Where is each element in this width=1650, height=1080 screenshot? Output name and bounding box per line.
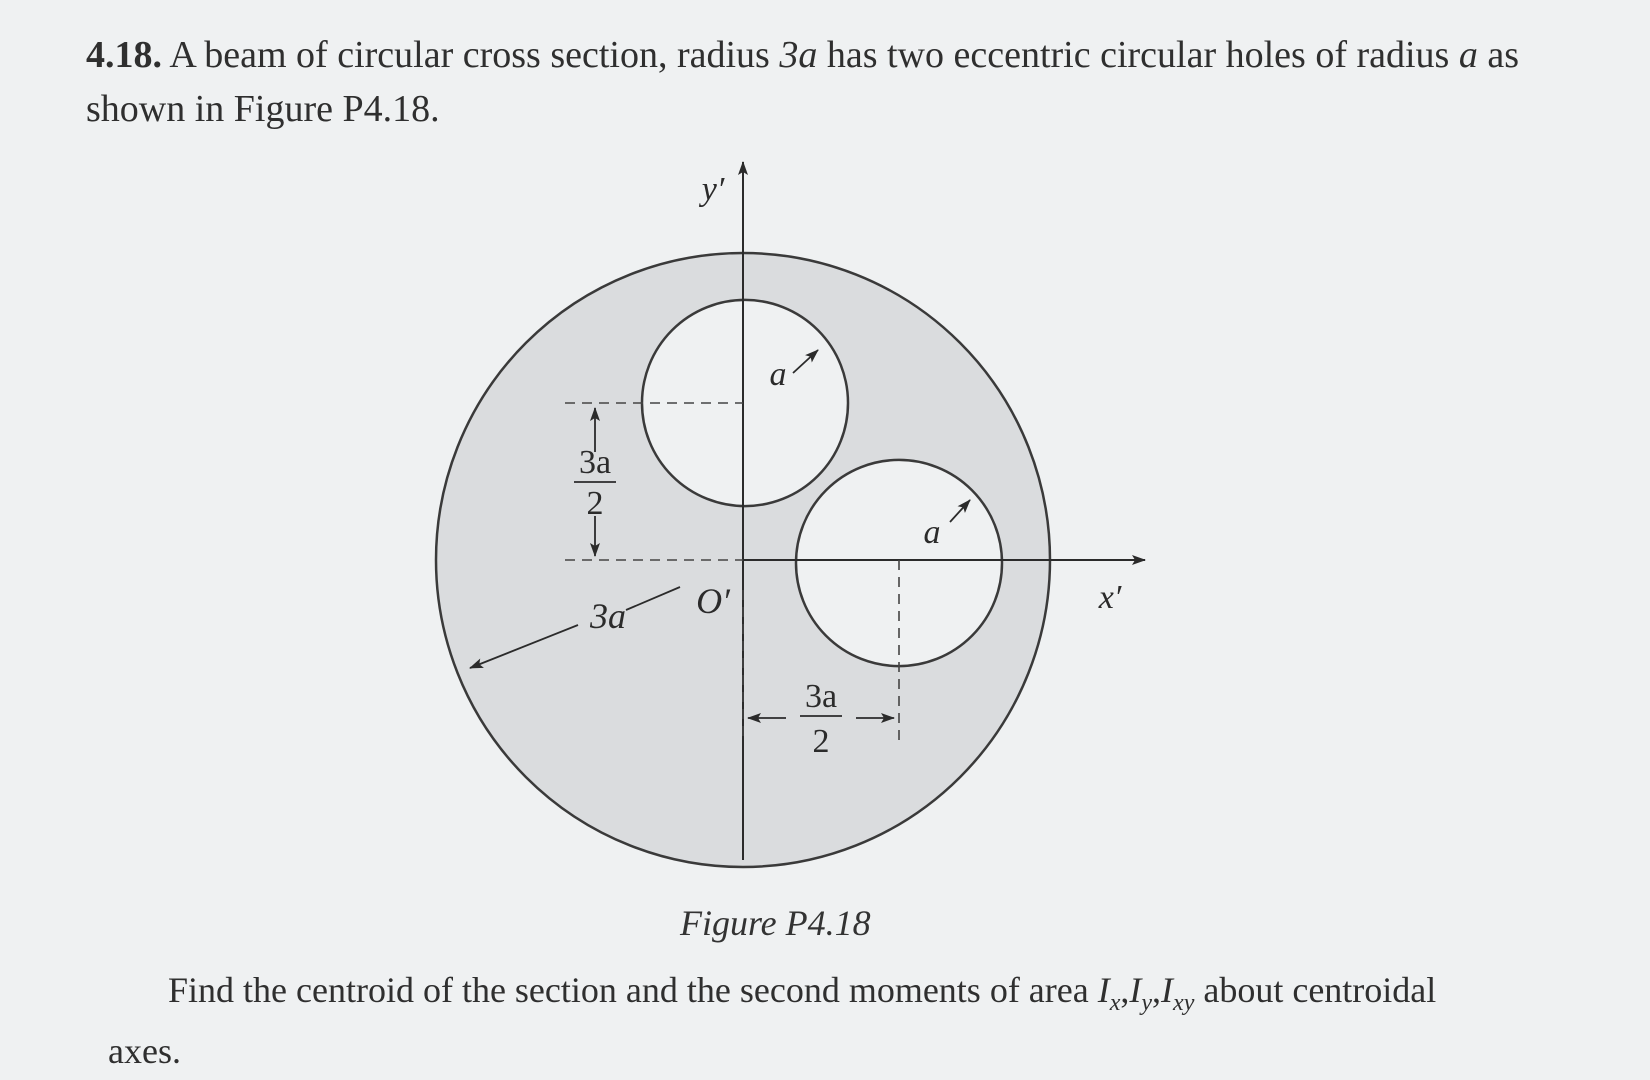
origin-label: O′ [696, 581, 730, 621]
x-axis-label: x′ [1098, 579, 1122, 616]
outer-radius-label: 3a [590, 596, 626, 636]
hole2-radius-arrow [950, 500, 970, 522]
hole2-radius-label: a [923, 514, 941, 551]
problem-number: 4.18. [86, 34, 162, 76]
vertical-dim-numerator: 3a [578, 444, 612, 481]
horizontal-dim-numerator: 3a [804, 678, 838, 715]
figure-caption: Figure P4.18 [680, 903, 871, 943]
horizontal-dim-denominator: 2 [812, 723, 830, 760]
y-axis-label: y′ [701, 171, 725, 208]
question-statement: Find the centroid of the section and the second moments of area $I_x,I_y,I_{xy}$ about centroidal axes. [108, 970, 1437, 1071]
hole1-radius-arrow [793, 350, 818, 373]
problem-statement: 4.18. A beam of circular cross section, radius 3a has two eccentric circular holes of radius a as shown in Figure P4.18. [86, 34, 1519, 130]
hole1-radius-label: a [769, 356, 787, 393]
vertical-dim-denominator: 2 [586, 485, 604, 522]
